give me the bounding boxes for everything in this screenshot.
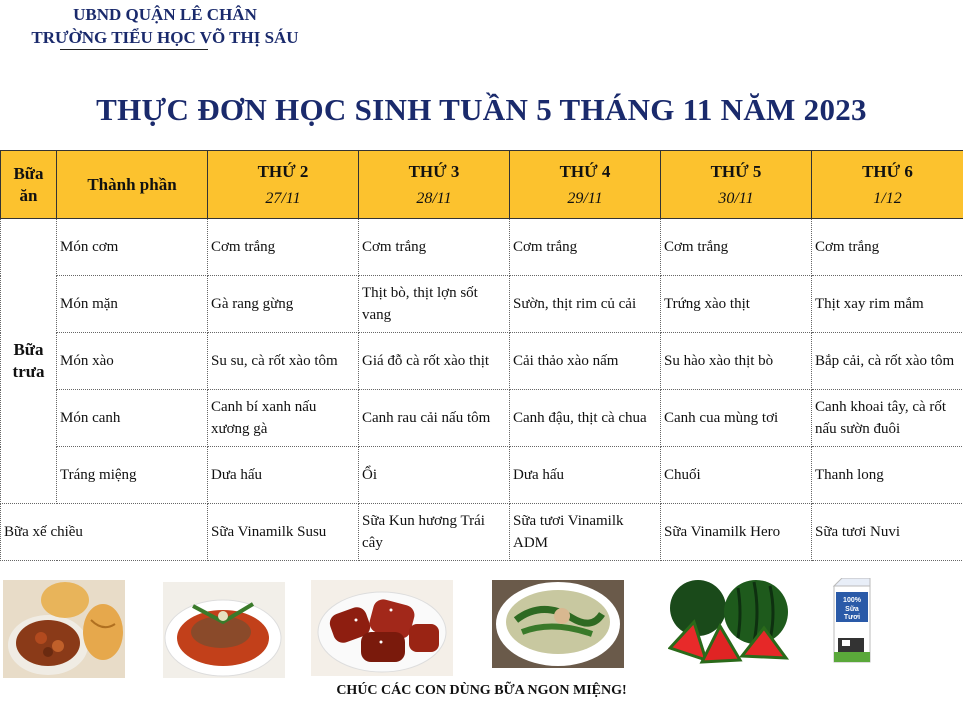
school-name: TRƯỜNG TIỂU HỌC VÕ THỊ SÁU bbox=[31, 28, 299, 47]
footer-message: CHÚC CÁC CON DÙNG BỮA NGON MIỆNG! bbox=[336, 683, 627, 698]
menu-cell: Dưa hấu bbox=[510, 447, 661, 504]
snack-label: Bữa xế chiều bbox=[1, 504, 208, 561]
table-row bbox=[1, 390, 963, 447]
header-underline bbox=[60, 49, 208, 50]
menu-cell: Thịt xay rim mắm bbox=[812, 276, 963, 333]
menu-cell: Canh rau cải nấu tôm bbox=[359, 390, 510, 447]
menu-cell: Canh khoai tây, cà rốt nấu sườn đuôi bbox=[812, 390, 963, 447]
menu-cell: Chuối bbox=[661, 447, 812, 504]
milk-carton-percent: 100% bbox=[843, 597, 861, 604]
menu-cell: Sữa tươi Vinamilk ADM bbox=[510, 504, 661, 561]
snack-row bbox=[1, 504, 963, 561]
table-row bbox=[1, 447, 963, 504]
weekly-menu-table bbox=[0, 150, 963, 561]
component-cell: Món xào bbox=[57, 333, 208, 390]
menu-cell: Sườn, thịt rim củ cải bbox=[510, 276, 661, 333]
menu-cell: Cơm trắng bbox=[661, 219, 812, 276]
ribs-photo bbox=[311, 580, 453, 676]
milk-carton-label-1: Sữa bbox=[845, 606, 859, 613]
header-meal: Bữa ăn bbox=[1, 151, 57, 219]
table-row bbox=[1, 219, 963, 276]
menu-cell: Cơm trắng bbox=[359, 219, 510, 276]
menu-cell: Giá đỗ cà rốt xào thịt bbox=[359, 333, 510, 390]
milk-carton-label-2: Tươi bbox=[843, 614, 861, 621]
component-cell: Món cơm bbox=[57, 219, 208, 276]
menu-cell: Cải thảo xào nấm bbox=[510, 333, 661, 390]
menu-cell: Thịt bò, thịt lợn sốt vang bbox=[359, 276, 510, 333]
component-cell: Món mặn bbox=[57, 276, 208, 333]
menu-cell: Dưa hấu bbox=[208, 447, 359, 504]
food-gallery bbox=[0, 578, 963, 678]
menu-cell: Sữa Kun hương Trái cây bbox=[359, 504, 510, 561]
header-component: Thành phần bbox=[57, 151, 208, 219]
menu-cell: Sữa Vinamilk Susu bbox=[208, 504, 359, 561]
menu-cell: Trứng xào thịt bbox=[661, 276, 812, 333]
menu-cell: Cơm trắng bbox=[510, 219, 661, 276]
header-day-4: THỨ 5 30/11 bbox=[661, 151, 812, 219]
menu-cell: Sữa tươi Nuvi bbox=[812, 504, 963, 561]
watermelon-photo bbox=[668, 578, 790, 670]
lunch-label: Bữa trưa bbox=[1, 219, 57, 504]
menu-cell: Canh bí xanh nấu xương gà bbox=[208, 390, 359, 447]
menu-cell: Su hào xào thịt bò bbox=[661, 333, 812, 390]
header-day-3: THỨ 4 29/11 bbox=[510, 151, 661, 219]
header-day-5: THỨ 6 1/12 bbox=[812, 151, 963, 219]
menu-cell: Canh cua mùng tơi bbox=[661, 390, 812, 447]
menu-cell: Cơm trắng bbox=[208, 219, 359, 276]
menu-cell: Su su, cà rốt xào tôm bbox=[208, 333, 359, 390]
table-header-row bbox=[1, 151, 963, 219]
header-day-1: THỨ 2 27/11 bbox=[208, 151, 359, 219]
menu-cell: Cơm trắng bbox=[812, 219, 963, 276]
table-row bbox=[1, 276, 963, 333]
menu-cell: Sữa Vinamilk Hero bbox=[661, 504, 812, 561]
component-cell: Tráng miệng bbox=[57, 447, 208, 504]
menu-cell: Gà rang gừng bbox=[208, 276, 359, 333]
menu-cell: Thanh long bbox=[812, 447, 963, 504]
menu-title: THỰC ĐƠN HỌC SINH TUẦN 5 THÁNG 11 NĂM 2023 bbox=[96, 92, 867, 127]
org-name: UBND QUẬN LÊ CHÂN bbox=[73, 5, 257, 24]
bread-stew-photo bbox=[3, 580, 125, 678]
menu-cell: Bắp cải, cà rốt xào tôm bbox=[812, 333, 963, 390]
soup-photo bbox=[492, 580, 624, 668]
fish-dish-photo bbox=[163, 582, 285, 678]
component-cell: Món canh bbox=[57, 390, 208, 447]
menu-cell: Canh đậu, thịt cà chua bbox=[510, 390, 661, 447]
milk-carton-photo bbox=[832, 578, 872, 664]
school-header bbox=[0, 0, 330, 49]
header-day-2: THỨ 3 28/11 bbox=[359, 151, 510, 219]
menu-cell: Ổi bbox=[359, 447, 510, 504]
table-row bbox=[1, 333, 963, 390]
